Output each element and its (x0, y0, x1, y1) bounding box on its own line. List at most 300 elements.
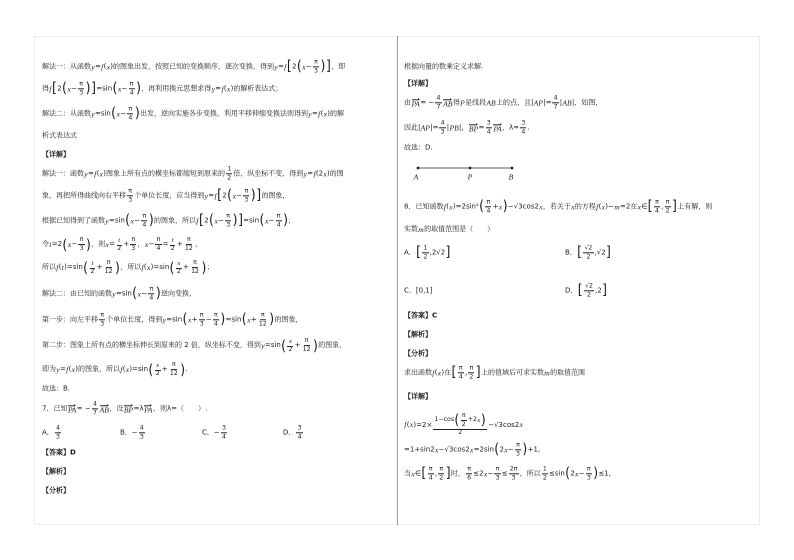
text-run: 因此| (404, 123, 421, 132)
text-run: =2sin (473, 445, 494, 454)
bracket-group (451, 365, 481, 380)
text-run: ) (327, 169, 330, 178)
text-run: 所以 (42, 263, 56, 272)
text-run: 3 (297, 424, 302, 432)
open-bracket: [ (577, 281, 583, 299)
bracket-content (653, 199, 672, 214)
math-variable: m (614, 202, 620, 212)
close-bracket: ] (91, 79, 96, 97)
close-bracket: ) (250, 186, 256, 204)
text-run: 2 (469, 372, 474, 380)
text-run: 实数 (404, 225, 418, 234)
bracket-group (647, 199, 677, 214)
text-run: − (507, 445, 514, 454)
text-run: =sin (264, 341, 281, 350)
text-run: ， (137, 240, 145, 249)
text-run: π (244, 187, 249, 195)
fraction-numerator (552, 95, 558, 103)
fraction (468, 365, 474, 380)
math-variable: x (146, 263, 151, 273)
math-variable: x (177, 260, 181, 268)
text-run: π (199, 311, 204, 319)
text-run: 3 (440, 127, 445, 135)
fraction-numerator (583, 245, 593, 253)
open-bracket: ( (296, 57, 302, 75)
fraction (654, 199, 660, 214)
text-run: 2 (204, 216, 209, 225)
text-run: 3 (515, 449, 520, 457)
math-variable: y (308, 109, 312, 119)
text-run: ，设 (109, 404, 124, 413)
vector-symbol: PA (493, 124, 502, 134)
fraction-denominator (586, 475, 592, 482)
text-run: 图象上所有点的横坐标都缩短到原来的 (106, 169, 225, 178)
text-run: 的图象， (261, 191, 290, 200)
math-variable: AB (486, 98, 496, 108)
text-run: 2 (587, 290, 591, 298)
text-run: 7 (436, 102, 441, 110)
math-variable: f (49, 84, 52, 94)
text-run: − (120, 109, 127, 118)
close-bracket: ) (220, 310, 226, 328)
text-run: π (149, 285, 154, 293)
fraction-denominator (461, 421, 467, 428)
text-run: π (486, 198, 491, 206)
text-run: 3 (55, 432, 60, 440)
text-run: B．− (120, 428, 138, 437)
text-run: 【答案】C (404, 311, 438, 320)
right-column-line (404, 442, 540, 457)
text-run: 【答案】D (42, 448, 76, 457)
math-variable: x (264, 216, 269, 226)
text-run: D． (565, 286, 578, 295)
text-run: 【详解】 (404, 392, 432, 401)
close-bracket: ] (445, 243, 451, 261)
math-variable: x (519, 420, 523, 430)
bracket-group (494, 442, 528, 457)
open-bracket: ( (125, 211, 131, 229)
section-heading (404, 394, 432, 401)
close-bracket: ) (148, 211, 154, 229)
math-variable: x (137, 289, 142, 299)
text-run: ,2 (595, 286, 602, 295)
text-run: 的图象， (318, 341, 347, 350)
text-run: π (665, 198, 670, 206)
vector-symbol: AB (99, 405, 109, 415)
close-bracket: ] (445, 464, 451, 482)
text-run: 3 (495, 473, 500, 481)
text-run: . (185, 365, 188, 374)
math-variable: x (498, 202, 503, 212)
text-run: 的取值范围 (550, 368, 586, 377)
text-run: π (458, 364, 463, 372)
math-variable: AB (562, 98, 572, 108)
math-variable: t (61, 263, 64, 273)
close-bracket: ] (602, 281, 608, 299)
open-bracket: ( (61, 79, 67, 97)
text-run: = (215, 84, 222, 93)
text-run: = (478, 123, 485, 132)
math-variable: x (187, 315, 192, 325)
open-bracket: ( (148, 360, 154, 378)
text-run: − (205, 315, 212, 324)
text-run: =sin (108, 216, 125, 225)
fraction-numerator (466, 466, 472, 474)
math-variable: AP (533, 98, 543, 108)
answer-choice-text (404, 145, 433, 152)
text-run: 4 (92, 400, 97, 408)
text-run: π (128, 105, 133, 113)
text-run: 4 (139, 424, 144, 432)
text-run: 2π (509, 465, 518, 473)
bracket-group (577, 245, 611, 260)
text-run: ) (103, 169, 106, 178)
text-run: 上的点，且| (495, 98, 534, 107)
math-variable: x (247, 315, 251, 325)
fraction (466, 466, 472, 481)
open-bracket: ( (111, 104, 117, 122)
text-run: 4 (128, 113, 133, 121)
fraction (422, 245, 428, 260)
text-run: | (559, 98, 563, 107)
math-variable: f (404, 420, 407, 430)
fraction-numerator (515, 442, 521, 450)
text-run: 析式表达式 (42, 131, 77, 140)
math-variable: f (313, 169, 316, 179)
math-variable: f (120, 365, 123, 375)
math-variable: y (162, 315, 166, 325)
right-column-line (404, 413, 523, 437)
text-run: B． (565, 248, 577, 257)
math-variable: x (106, 62, 110, 72)
close-bracket: ) (269, 310, 275, 328)
bracket-content (460, 413, 481, 428)
text-run: 4 (213, 319, 218, 327)
text-run: + (492, 202, 499, 211)
text-run: π (428, 465, 433, 473)
text-run: = (208, 191, 215, 200)
question-8-option-b (565, 245, 611, 260)
text-run: ，则λ=（ ）. (152, 404, 208, 413)
text-run: π (171, 361, 176, 369)
text-run: 的方程 (574, 202, 596, 211)
math-variable: x (71, 365, 75, 375)
text-run: 【分析】 (404, 349, 432, 358)
text-run: ( (103, 62, 107, 71)
fraction-denominator (520, 129, 526, 136)
fraction-denominator (468, 374, 474, 381)
text-run: − (268, 216, 275, 225)
text-run: 2 (227, 173, 232, 181)
text-run: | (446, 123, 450, 132)
text-run: ( (598, 202, 602, 211)
text-run: |， (459, 123, 469, 132)
text-run: π (461, 412, 466, 419)
text-run: π (467, 465, 471, 473)
text-run: D． (283, 428, 296, 437)
vector-symbol: PA (67, 405, 77, 415)
text-run: 4 (428, 473, 433, 481)
math-variable: f (596, 202, 599, 212)
fraction-numerator (665, 199, 671, 207)
question-8-option-a (404, 245, 451, 260)
text-run: 2 (570, 469, 575, 478)
text-run: 3 (521, 119, 526, 127)
text-run: π (128, 187, 133, 195)
text-run: 2 (461, 420, 466, 428)
text-run: . (527, 123, 530, 132)
vector-symbol: BP (123, 405, 134, 415)
math-variable: x (116, 109, 121, 119)
text-run: π (314, 58, 318, 66)
text-run: π (193, 259, 197, 267)
text-run: ，所以 (120, 263, 142, 272)
right-column-line (404, 95, 602, 110)
math-variable: x (67, 84, 71, 94)
fraction (520, 120, 526, 135)
close-bracket: ) (136, 79, 142, 97)
math-variable: x (323, 109, 327, 119)
text-run: )− (605, 202, 614, 211)
math-variable: x (539, 202, 543, 212)
text-run: 【解析】 (42, 467, 70, 476)
open-bracket: [ (217, 186, 223, 204)
fraction-numerator (468, 365, 474, 373)
text-run: ，再利用换元思想求得 (141, 84, 212, 93)
text-run: ≤1, (598, 469, 611, 478)
text-run: 1 (542, 465, 547, 473)
text-run: 4 (553, 94, 558, 102)
math-variable: x (214, 216, 218, 226)
text-run: π (469, 364, 474, 372)
math-variable: y (274, 62, 278, 72)
text-run: 4 (149, 293, 154, 301)
text-run: 12 (258, 319, 267, 327)
text-run: √2 (585, 282, 593, 290)
text-run: ≤sin (548, 469, 565, 478)
text-run: π (79, 80, 84, 88)
text-run: + (176, 240, 183, 249)
math-variable: f (141, 263, 144, 273)
text-run: 解法二：从函数 (42, 109, 91, 118)
text-run: 2 (292, 62, 297, 71)
text-run: 1 (227, 165, 232, 173)
math-variable: x (575, 469, 579, 479)
text-run: |，如图， (572, 98, 603, 107)
text-run: √2 (584, 244, 593, 252)
open-bracket: ( (208, 211, 214, 229)
text-run: 逆向变换， (161, 289, 196, 298)
text-run: 【分析】 (42, 486, 70, 495)
text-run: − (148, 240, 155, 249)
text-run: + (123, 240, 130, 249)
text-run: 的解析表达式； (233, 84, 283, 93)
text-run: =sin (115, 289, 132, 298)
text-run: 个单位长度，应当得到 (134, 191, 205, 200)
math-variable: t (171, 237, 174, 245)
fraction-denominator (654, 208, 660, 215)
text-run: ( (143, 263, 147, 272)
text-run: =2在 (619, 202, 638, 211)
right-column-line (404, 64, 483, 71)
math-variable: f (214, 191, 217, 201)
open-bracket: ( (227, 186, 233, 204)
text-run: 2 (170, 245, 175, 253)
text-run: 2 (90, 268, 95, 276)
text-run: ， (288, 216, 296, 225)
text-run: 第一步：向左平移 (42, 315, 98, 324)
text-run: =sin (94, 109, 111, 118)
math-variable: x (232, 191, 236, 201)
text-run: = (307, 169, 314, 178)
text-run: 2 (176, 268, 181, 276)
text-run: + (191, 315, 198, 324)
point-a-dot (417, 167, 420, 170)
math-variable: t (49, 240, 52, 250)
open-bracket: [ (451, 363, 457, 381)
close-bracket: ) (85, 235, 91, 253)
fraction-denominator (585, 254, 591, 261)
text-run: − (134, 216, 141, 225)
text-run: 故选：B. (42, 384, 71, 393)
text-run: 12 (191, 267, 199, 275)
fraction (486, 120, 492, 135)
text-run: π (226, 212, 231, 220)
text-run: 的解 (330, 109, 344, 118)
text-run: 4 (276, 220, 281, 228)
fraction-numerator (458, 365, 464, 373)
text-run: 【详解】 (42, 150, 70, 159)
text-run: ( (434, 368, 438, 377)
text-run: =sin (166, 315, 183, 324)
text-run: |= (543, 98, 552, 107)
bracket-content (427, 466, 446, 481)
text-run: 根据向量的数乘定义求解. (404, 62, 484, 71)
math-variable: x (105, 240, 109, 250)
text-run: 3 (511, 473, 516, 481)
fraction (485, 199, 491, 214)
fraction-denominator (458, 374, 464, 381)
text-run: 12 (184, 244, 193, 252)
text-run: = (109, 240, 116, 249)
vector-symbol: AB (443, 99, 453, 109)
close-bracket: ) (502, 197, 508, 215)
text-run: + (294, 341, 301, 350)
math-variable: y (91, 109, 95, 119)
point-b-label: B (508, 172, 514, 182)
open-bracket: ( (259, 211, 265, 229)
math-variable: y (91, 62, 95, 72)
open-bracket: [ (416, 243, 421, 261)
bracket-group (454, 413, 486, 428)
fraction (461, 413, 467, 428)
text-run: 的图象， (274, 315, 303, 324)
text-run: + (161, 365, 168, 374)
fraction (552, 95, 558, 110)
text-run: )=sin (129, 365, 149, 374)
text-run: − (71, 84, 77, 93)
math-variable: x (409, 420, 414, 430)
text-run: 4 (440, 119, 445, 127)
bracket-group (577, 283, 607, 298)
text-run: 是线段 (465, 98, 487, 107)
fraction (428, 466, 434, 481)
text-run: =2 (51, 240, 63, 249)
open-bracket: ( (83, 258, 88, 276)
fraction-numerator (509, 466, 519, 474)
bracket-content (484, 199, 502, 214)
fraction (509, 466, 519, 481)
fraction-numerator (435, 95, 441, 103)
text-run: 1 (423, 244, 428, 252)
text-run: , (661, 202, 664, 211)
fraction-denominator (542, 475, 548, 482)
text-run: 2 (117, 245, 122, 253)
bracket-group (479, 199, 508, 214)
text-run: 3 (244, 195, 249, 203)
text-run: 3 (139, 432, 144, 440)
text-run: )=2× (413, 420, 433, 429)
open-bracket: ( (479, 197, 484, 215)
math-variable: f (432, 368, 435, 378)
text-run: 解法一：从函数 (42, 62, 91, 71)
text-run: π (100, 311, 105, 319)
fraction-denominator (664, 208, 670, 215)
open-bracket: ( (112, 79, 118, 97)
text-run: ) (110, 62, 113, 71)
text-run: 3 (131, 244, 136, 252)
text-run: ，λ= (502, 123, 520, 132)
text-run: ,2√2 (429, 248, 446, 257)
close-bracket: ) (232, 211, 238, 229)
text-run: ( (122, 365, 126, 374)
math-variable: x (302, 62, 306, 72)
math-variable: x (637, 202, 641, 212)
text-run: 即为 (42, 365, 56, 374)
text-run: 3 (79, 88, 84, 96)
text-run: − (487, 469, 494, 478)
text-run: =sin (96, 84, 113, 93)
text-run: 4 (55, 424, 60, 432)
text-run: ( (58, 263, 62, 272)
fraction-numerator (422, 245, 428, 253)
text-run: 12 (302, 345, 311, 353)
text-run: =sin (225, 315, 242, 324)
math-variable: AP (420, 123, 430, 133)
text-run: 4 (297, 432, 302, 440)
text-run: 2 (458, 429, 463, 437)
text-run: −√3cos2 (488, 420, 520, 429)
math-variable: x (67, 240, 72, 250)
text-run: 4 (221, 432, 226, 440)
text-run: = (311, 109, 318, 118)
math-variable: m (418, 225, 424, 235)
text-run: A． (404, 248, 416, 257)
text-run: = (162, 240, 169, 249)
text-run: π (79, 236, 84, 244)
text-run: 令 (42, 240, 49, 249)
text-run: 3 (226, 220, 231, 228)
text-run: = (59, 365, 66, 374)
fraction-denominator (586, 292, 592, 299)
open-bracket: [ (286, 57, 292, 75)
text-run: 1−cos (434, 416, 455, 424)
close-bracket: ) (480, 411, 486, 429)
math-variable: x (156, 362, 160, 370)
text-run: π (260, 311, 265, 319)
text-run: ，所以 (519, 469, 541, 478)
text-run: ≤2 (473, 469, 484, 478)
